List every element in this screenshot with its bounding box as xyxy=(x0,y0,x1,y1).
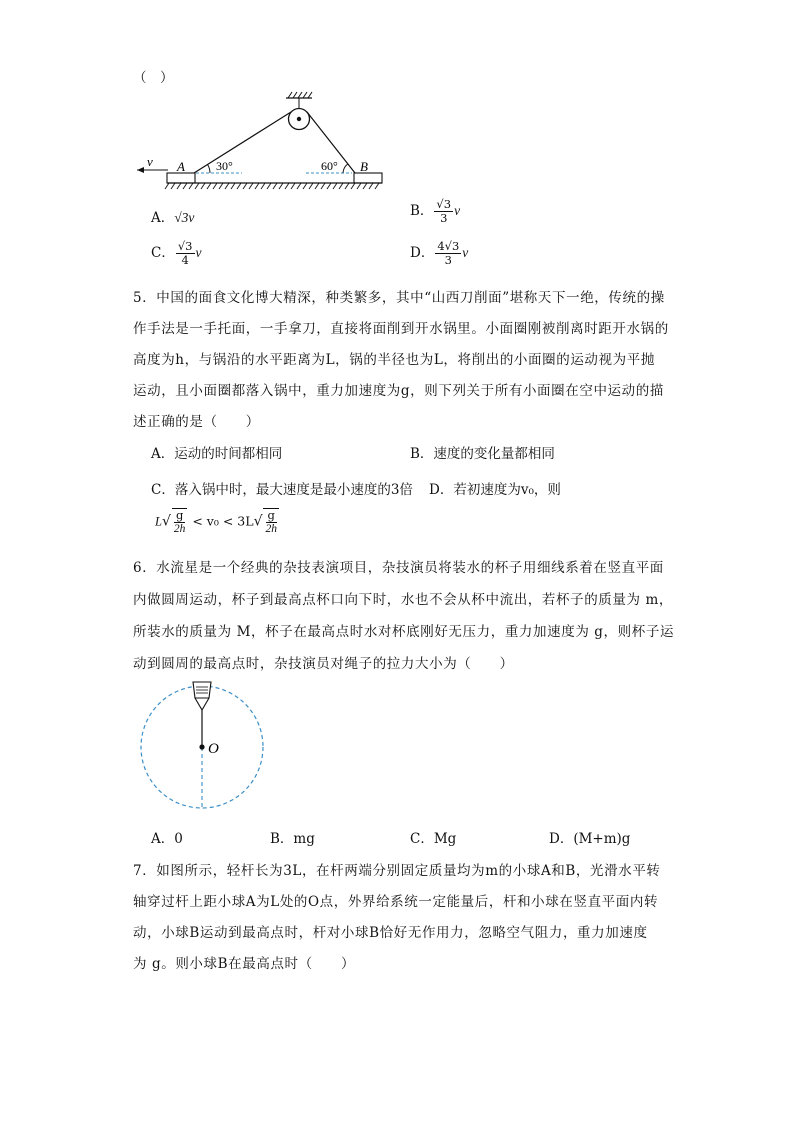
q5-line-2: 作手法是一手托面，一手拿刀，直接将面削到开水锅里。小面圈刚被削离时距开水锅的 xyxy=(133,321,669,337)
q6-line-3: 所装水的质量为 M，杯子在最高点时水对杯底刚好无压力，重力加速度为 g，则杯子运 xyxy=(133,624,675,640)
q6-option-d: D．(M+m)g xyxy=(549,831,631,847)
q4-option-c: C． $\frac{√3}{4}$ v xyxy=(151,239,202,267)
q4-option-a: A．√3v xyxy=(151,210,195,226)
velocity-label: v xyxy=(147,154,153,169)
q6-option-b: B．mg xyxy=(270,831,315,847)
q7-line-2: 轴穿过杆上距小球A为L处的O点，外界给系统一定能量后，杆和小球在竖直平面内转 xyxy=(133,894,659,910)
block-a-label: A xyxy=(177,159,185,174)
sqrt-fraction: $\frac{g}{2h}$ xyxy=(173,508,186,535)
fraction: $\frac{√3}{3}$ xyxy=(436,197,452,225)
cup-icon xyxy=(193,682,211,710)
q5-line-4: 运动，且小面圈都落入锅中，重力加速度为g，则下列关于所有小面圈在空中运动的描 xyxy=(133,383,664,399)
q4-option-d: D． $\frac{4√3}{3}$ v xyxy=(410,239,469,267)
q4-pulley-diagram xyxy=(130,88,400,192)
q5-formula: L√ $\frac{g}{2h}$ < v₀ < 3L√ $\frac{g}{2h}$ xyxy=(155,508,277,535)
q6-circle-diagram xyxy=(135,676,269,814)
q6-option-c: C．Mg xyxy=(410,831,457,847)
q6-line-1: 6．水流星是一个经典的杂技表演项目，杂技演员将装水的杯子用细线系着在竖直平面 xyxy=(133,560,664,576)
sqrt-fraction: $\frac{g}{2h}$ xyxy=(265,508,277,535)
q5-line-1: 5．中国的面食文化博大精深，种类繁多，其中“山西刀削面”堪称天下一绝，传统的操 xyxy=(133,290,665,306)
q4-answer-bracket: （ ） xyxy=(133,70,174,86)
q6-line-4: 动到圆周的最高点时，杂技演员对绳子的拉力大小为（ ） xyxy=(133,656,514,672)
angle-60-label: 60° xyxy=(321,159,338,173)
angle-30-label: 30° xyxy=(216,159,233,173)
block-b-label: B xyxy=(360,159,368,174)
fraction: $\frac{4√3}{3}$ xyxy=(437,239,460,267)
q6-option-a: A．0 xyxy=(151,831,183,847)
q6-line-2: 内做圆周运动，杯子到最高点杯口向下时，水也不会从杯中流出，若杯子的质量为 m， xyxy=(133,592,673,608)
q5-option-d: D．若初速度为v₀，则 xyxy=(429,482,561,498)
q5-line-5: 述正确的是（ ） xyxy=(133,414,260,430)
q5-option-a: A．运动的时间都相同 xyxy=(151,446,283,462)
q5-line-3: 高度为h，与锅沿的水平距离为L，锅的半径也为L，将削出的小面圈的运动视为平抛 xyxy=(133,352,655,368)
q7-line-3: 动，小球B运动到最高点时，杆对小球B恰好无作用力，忽略空气阻力，重力加速度 xyxy=(133,925,648,941)
q4-option-b: B． $\frac{√3}{3}$ v xyxy=(410,197,461,225)
center-o-label: O xyxy=(208,741,219,757)
q7-line-1: 7．如图所示，轻杆长为3L，在杆两端分别固定质量均为m的小球A和B，光滑水平转 xyxy=(133,863,661,879)
q5-option-b: B．速度的变化量都相同 xyxy=(410,446,555,462)
q7-line-4: 为 g。则小球B在最高点时（ ） xyxy=(133,956,356,972)
q5-option-c: C．落入锅中时，最大速度是最小速度的3倍 xyxy=(151,482,413,498)
fraction: $\frac{√3}{4}$ xyxy=(177,239,193,267)
